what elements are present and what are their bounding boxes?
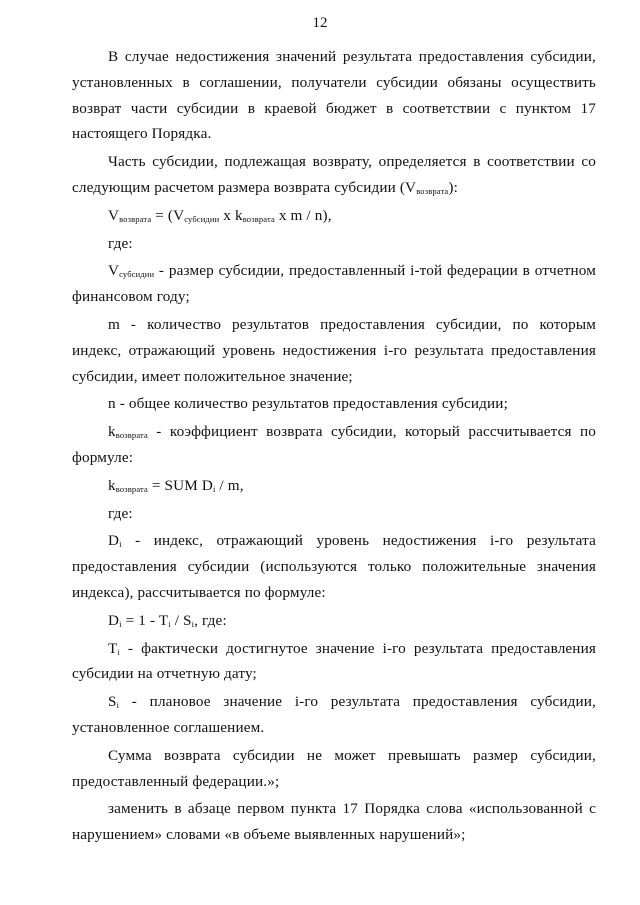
formula-k-return: $k_{возврата}$ = SUM $D_i$ / m, bbox=[108, 476, 244, 494]
definition-v-subsidy: $V_{субсидии}$ - размер субсидии, предоставленный i-той федерации в отчетном финансовом году; bbox=[72, 262, 596, 306]
definition-t-actual: $T_i$ - фактически достигнутое значение i-го результата предоставления субсидии на отчетную дату; bbox=[72, 639, 596, 683]
paragraph-return-limit: Сумма возврата субсидии не может превышать размер субсидии, предоставленный федерации.»; bbox=[72, 746, 596, 790]
definition-n: n - общее количество результатов предоставления субсидии; bbox=[108, 395, 508, 413]
definition-d-index: $D_i$ - индекс, отражающий уровень недостижения i-го результата предоставления субсидии (используются только положительные значения индекса), рассчитывается по формуле: bbox=[72, 532, 596, 601]
formula-v-return: $V_{возврата} = (V_{субсидии}$ x $k_{возврата}$ x m / n), bbox=[108, 206, 332, 224]
formula-d-index: $D_i = 1 - T_i / S_i$, где: bbox=[108, 611, 227, 629]
where-label-1: где: bbox=[108, 234, 133, 252]
document-body bbox=[72, 44, 596, 848]
where-label-2: где: bbox=[108, 504, 133, 522]
definition-k-return: $k_{возврата}$ - коэффициент возврата субсидии, который рассчитывается по формуле: bbox=[72, 423, 596, 466]
paragraph-amendment: заменить в абзаце первом пункта 17 Порядка слова «использованной с нарушением» словами «в объеме выявленных нарушений»; bbox=[72, 800, 596, 844]
paragraph-return-calculation: Часть субсидии, подлежащая возврату, определяется в соответствии со следующим расчетом размера возврата субсидии $(V_{возврата})$: bbox=[72, 153, 596, 196]
definition-m: m - количество результатов предоставления субсидии, по которым индекс, отражающий уровень недостижения i-го результата предоставления субсидии, имеет положительное значение; bbox=[72, 315, 596, 385]
paragraph-return-condition: В случае недостижения значений результата предоставления субсидии, установленных в соглашении, получатели субсидии обязаны осуществить возврат части субсидии в краевой бюджет в соответствии с пунктом 17 настоящего Порядка. bbox=[72, 48, 596, 143]
definition-s-planned: $S_i$ - плановое значение i-го результата предоставления субсидии, установленное соглашением. bbox=[72, 693, 596, 736]
page-number: 12 bbox=[312, 15, 328, 31]
